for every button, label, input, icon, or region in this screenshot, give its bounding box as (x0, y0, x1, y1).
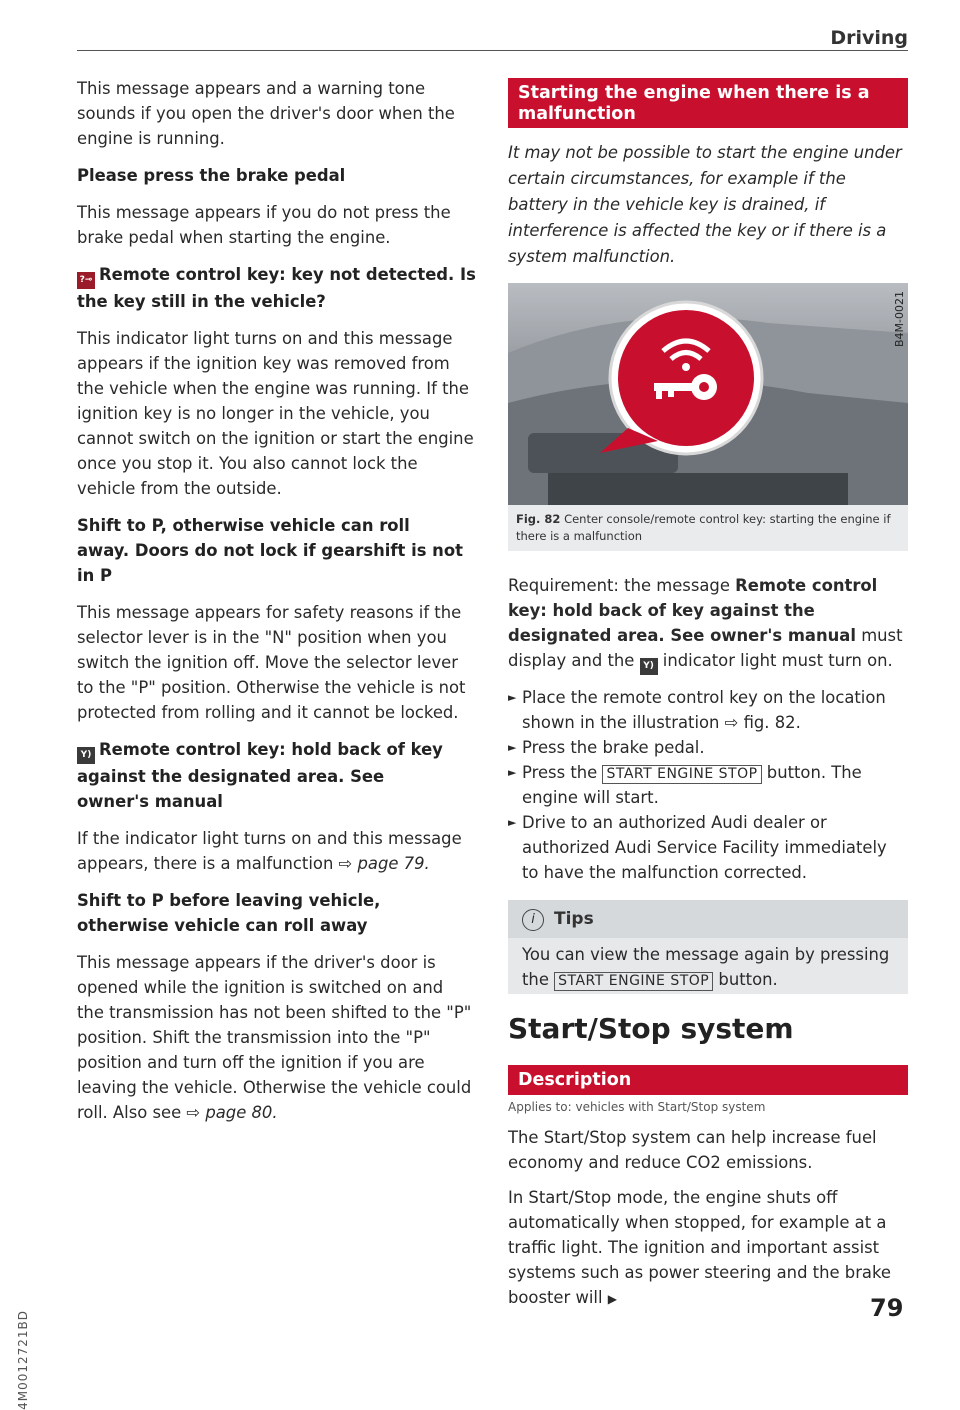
paragraph-3: This indicator light turns on and this message appears if the ignition key was removed from the vehicle when the engine was running. If the ignition key is no longer in the vehicle, you cannot switch on the ignition or start the engine once you stop it. You also cannot lock the vehicle from the outside. (77, 329, 474, 498)
applies-to: Applies to: vehicles with Start/Stop system (508, 1100, 766, 1114)
page-80-link[interactable]: ⇨ page 80. (186, 1103, 278, 1122)
step-3-b: button. The engine will start. (522, 763, 862, 807)
desc-paragraph-2-text: In Start/Stop mode, the engine shuts off automatically when stopped, for example at a traffic light. The ignition and important assist systems such as power steering and the brake booster will (508, 1188, 891, 1307)
step-2: ► Press the brake pedal. (508, 735, 893, 760)
step-3-a: Press the (522, 763, 603, 782)
tips-start-engine-stop-key: START ENGINE STOP (554, 972, 713, 991)
figure-82 (508, 283, 908, 505)
tips-text (522, 942, 900, 992)
desc-paragraph-1: The Start/Stop system can help increase fuel economy and reduce CO2 emissions. (508, 1128, 877, 1172)
section-title: Driving (830, 27, 908, 49)
heading-brake: Please press the brake pedal (77, 166, 346, 185)
steps-list (508, 685, 893, 885)
paragraph-4: This message appears for safety reasons if the selector lever is in the "N" position when you switch the ignition off. Move the selector lever to the "P" position. Otherwise the vehicle is not protected from rolling and it cannot be locked. (77, 603, 466, 722)
paragraph-1: This message appears and a warning tone sounds if you open the driver's door when the engine is running. (77, 79, 455, 148)
left-column (77, 76, 482, 1125)
page-number: 79 (870, 1294, 904, 1322)
page-79-link[interactable]: ⇨ page 79. (338, 854, 430, 873)
paragraph-6-text: This message appears if the driver's door is opened while the ignition is switched on and the transmission has not been shifted to the "P" position. Shift the transmission into the "P" position and turn off the ignition if you are leaving the vehicle. Otherwise the vehicle could roll. Also see (77, 953, 472, 1122)
desc-paragraph-2 (508, 1185, 908, 1312)
header-rule (77, 50, 908, 51)
banner-desc (508, 1065, 908, 1095)
paragraph-2: This message appears if you do not press the brake pedal when starting the engine. (77, 203, 451, 247)
heading-hold-key (77, 737, 457, 814)
tips-text-a: You can view the message again by pressing the (522, 945, 890, 989)
heading-shift-before-leaving: Shift to P before leaving vehicle, otherwise vehicle can roll away (77, 891, 381, 935)
info-icon: i (522, 909, 544, 931)
requirement-d: indicator light must turn on. (657, 651, 893, 670)
key-signal-icon: Y) (77, 747, 95, 764)
figure-label: Fig. 82 (516, 512, 561, 526)
start-stop-heading: Start/Stop system (508, 1012, 794, 1045)
banner-malfunction (508, 78, 908, 128)
paragraph-5 (77, 826, 467, 876)
heading-key-not-detected (77, 262, 477, 314)
requirement-b: Remote control key: hold back of key against the designated area. See owner's manual (508, 576, 878, 645)
tips-title: Tips (554, 909, 594, 929)
requirement-c: must display and the (508, 626, 903, 670)
key-warning-icon: ?⊸ (77, 272, 95, 289)
paragraph-5-text: If the indicator light turns on and this message appears, there is a malfunction (77, 829, 462, 873)
heading-key-not-detected-text: Remote control key: key not detected. Is the key still in the vehicle? (77, 265, 476, 311)
continue-arrow-icon: ▶ (607, 1292, 617, 1306)
figure-caption: Center console/remote control key: starting the engine if there is a malfunction (516, 512, 891, 543)
requirement (508, 573, 908, 675)
tips-text-b: button. (713, 970, 778, 989)
heading-shift-p: Shift to P, otherwise vehicle can roll away. Doors do not lock if gearshift is not in P (77, 516, 463, 585)
step-3 (508, 760, 893, 810)
key-signal-indicator-icon: Y) (640, 658, 658, 675)
figure-id: B4M-0021 (893, 291, 906, 347)
figure-caption-box (508, 505, 908, 551)
tips-box (508, 900, 908, 994)
start-engine-stop-key: START ENGINE STOP (602, 765, 761, 784)
step-1: ► Place the remote control key on the location shown in the illustration ⇨ fig. 82. (508, 685, 893, 735)
step-4: ► Drive to an authorized Audi dealer or authorized Audi Service Facility immediately to have the malfunction corrected. (508, 810, 893, 885)
heading-hold-key-text: Remote control key: hold back of key against the designated area. See owner's manual (77, 740, 443, 811)
banner-malfunction-text: Starting the engine when there is a malfunction (518, 83, 870, 124)
console-illustration (508, 283, 908, 505)
intro-italic: It may not be possible to start the engine under certain circumstances, for example if the battery in the vehicle key is drained, if interference is affected the key or if there is a system malfunction. (508, 143, 902, 266)
side-code: 4M0012721BD (16, 1310, 30, 1410)
banner-desc-text: Description (518, 1070, 632, 1090)
requirement-a: Requirement: the message (508, 576, 736, 595)
paragraph-6 (77, 950, 472, 1125)
